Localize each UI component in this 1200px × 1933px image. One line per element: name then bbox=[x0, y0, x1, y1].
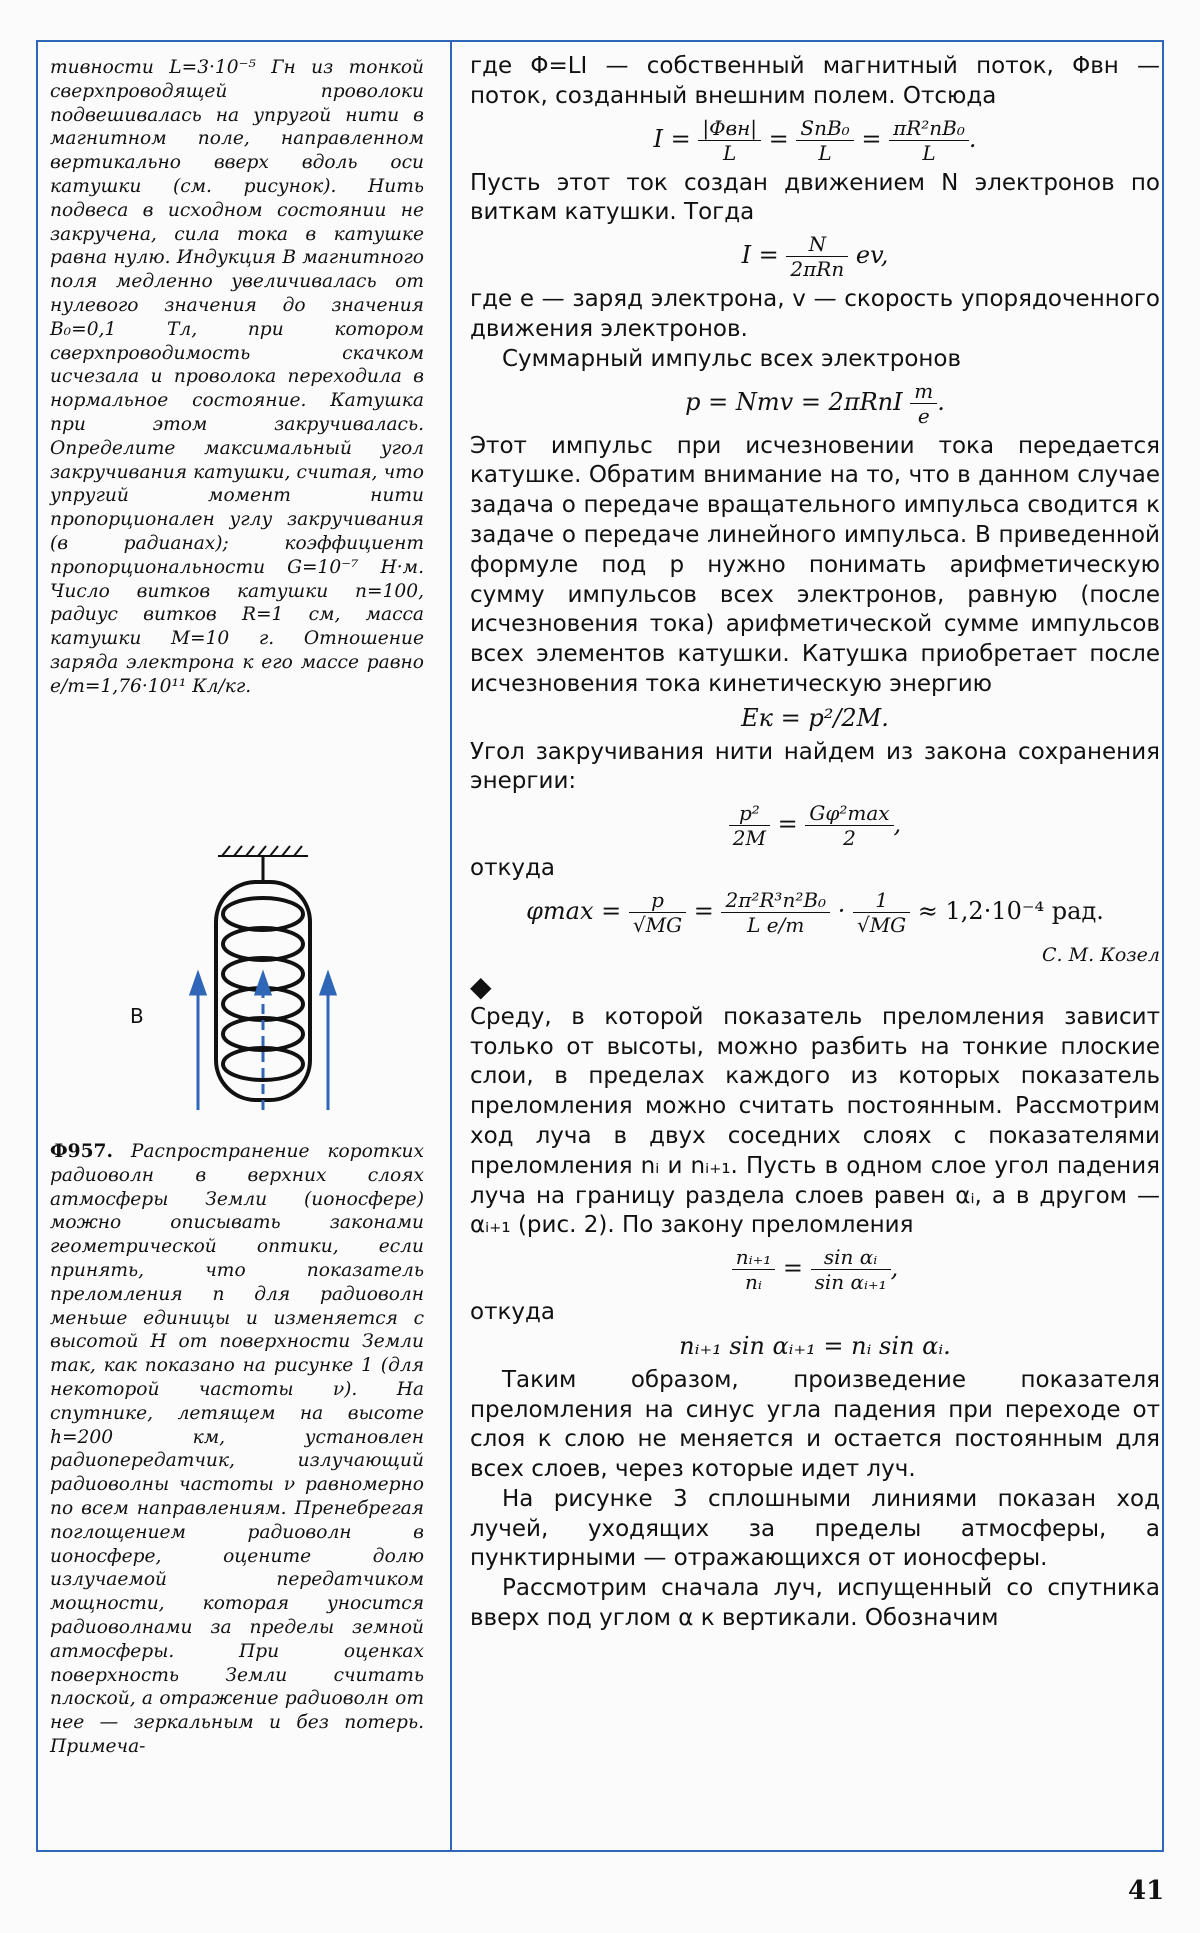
f1-den3: L bbox=[922, 140, 936, 165]
para-4: Суммарный импульс всех электронов bbox=[502, 345, 962, 372]
problem-957-text: Распространение коротких радиоволн в верхних слоях атмосферы Земли (ионосфере) можно описывать законами геометрической оптики, если принять, что показатель преломления n для радиоволн меньше единицы и изменяется с высотой H от поверхности Земли так, как показано на рисунке 1 (для некоторой частоты ν). На спутнике, летящем на высоте h=200 км, установлен радиопередатчик, излучающий радиоволны частоты ν равномерно по всем направлениям. Пренебрегая поглощением радиоволн в ионосфере, оцените долю излучаемой передатчиком мощности, которая уносится радиоволнами за пределы земной атмосферы. При оценках поверхность Земли считать плоской, а отражение радиоволн от нее — зеркальным и без потерь. Примеча- bbox=[50, 1141, 424, 1757]
f1-num1: |Φвн| bbox=[698, 116, 761, 141]
f1-lhs: I = bbox=[653, 124, 691, 153]
f5-den1: 2M bbox=[732, 826, 766, 851]
f6-num2: 2π²R³n²B₀ bbox=[721, 888, 830, 913]
problem-continued-text: тивности L=3·10⁻⁵ Гн из тонкой сверхпроводящей проволоки подвешивалась на упругой нити в магнитном поле, направленном вертикально вверх вдоль оси катушки (см. рисунок). Нить подвеса в исходном состоянии не закручена, сила тока в катушке равна нулю. Индукция B магнитного поля медленно увеличивалась от нулевого значения до значения B₀=0,1 Тл, при котором сверхпроводимость скачком исчезала и проволока переходила в нормальное состояние. Катушка при этом закручивалась. Определите максимальный угол закручивания катушки, считая, что упругий момент нити пропорционален углу закручивания (в радианах); коэффициент пропорциональности G=10⁻⁷ Н·м. Число витков катушки n=100, радиус витков R=1 см, масса катушки M=10 г. Отношение заряда электрона к его массе равно e/m=1,76·10¹¹ Кл/кг. bbox=[50, 57, 424, 697]
f5-num2: Gφ²max bbox=[805, 801, 893, 826]
f7-num2: sin αᵢ bbox=[811, 1245, 891, 1270]
formula-momentum: p = Nmv = 2πRnI $\frac{m}{e}$ . bbox=[685, 378, 945, 428]
formula-conservation: $\frac{\text{p²}}{2M}$ = $\frac{\text{Gφ²max}}{2}$ , bbox=[470, 801, 1160, 850]
f3-lhs: p = Nmv = 2πRnI bbox=[685, 387, 903, 416]
para-8: Среду, в которой показатель преломления зависит только от высоты, можно разбить на тонкие плоские слои, в пределах каждого из которых показатель преломления можно считать постоянным. Рассмотрим ход луча в двух соседних слоях с показателями преломления nᵢ и nᵢ₊₁. Пусть в одном слое угол падения луча на границу раздела слоев равен αᵢ, а в другом — αᵢ₊₁ (рис. 2). По закону преломления bbox=[470, 1003, 1160, 1239]
f1-num3: πR²nB₀ bbox=[889, 116, 969, 141]
f6-lhs: φmax = bbox=[526, 896, 622, 925]
signature: С. М. Козел bbox=[1042, 943, 1160, 966]
f6-den2: L e/m bbox=[747, 912, 805, 937]
para-11: На рисунке 3 сплошными линиями показан ход лучей, уходящих за пределы атмосферы, а пунктирными — отражающихся от ионосферы. bbox=[470, 1485, 1160, 1572]
f6-den3: √MG bbox=[856, 912, 907, 937]
formula-refraction: $\frac{\text{nᵢ₊₁}}{\text{nᵢ}}$ = $\frac{\text{sin αᵢ}}{\text{sin αᵢ₊₁}}$ , bbox=[470, 1245, 1160, 1294]
para-10: Таким образом, произведение показателя преломления на синус угла падения при переходе от слоя к слою не меняется и остается постоянным для всех слоев, через которые идет луч. bbox=[470, 1366, 1160, 1483]
para-12: Рассмотрим сначала луч, испущенный со спутника вверх под углом α к вертикали. Обозначим bbox=[470, 1575, 1160, 1632]
f3-den: e bbox=[917, 403, 930, 428]
para-2: Пусть этот ток создан движением N электронов по виткам катушки. Тогда bbox=[470, 169, 1160, 226]
para-7: откуда bbox=[470, 855, 555, 882]
page-frame bbox=[36, 40, 1164, 1852]
f7-num1: nᵢ₊₁ bbox=[732, 1245, 775, 1270]
para-3: где e — заряд электрона, v — скорость упорядоченного движения электронов. bbox=[470, 286, 1160, 342]
formula-energy: Eк = p²/2M. bbox=[741, 703, 889, 732]
solution-column bbox=[470, 52, 1160, 1634]
ceiling-hatch bbox=[218, 846, 308, 856]
f1-den1: L bbox=[723, 140, 737, 165]
f2-tail: ev, bbox=[855, 241, 889, 270]
f3-num: m bbox=[910, 379, 937, 404]
formula-current: I = $\frac{\text{|Φвн|}}{L}$ = $\frac{\text{SnB₀}}{L}$ = $\frac{\text{πR²nB₀}}{L}$ . bbox=[653, 115, 977, 165]
f1-den2: L bbox=[818, 140, 832, 165]
f7-den2: sin αᵢ₊₁ bbox=[814, 1270, 887, 1295]
f2-num: N bbox=[786, 232, 848, 257]
problem-957-label: Ф957. bbox=[50, 1141, 113, 1162]
problem-957 bbox=[50, 1140, 424, 1759]
para-9: откуда bbox=[470, 1299, 555, 1326]
formula-invariant: nᵢ₊₁ sin αᵢ₊₁ = nᵢ sin αᵢ. bbox=[679, 1331, 951, 1360]
f6-num3: 1 bbox=[853, 888, 910, 913]
f2-lhs: I = bbox=[741, 241, 779, 270]
f6-result: ≈ 1,2·10⁻⁴ рад. bbox=[917, 896, 1104, 925]
para-1: где Φ=LI — собственный магнитный поток, Φвн — поток, созданный внешним полем. Отсюда bbox=[470, 53, 1160, 109]
section-diamond: ◆ bbox=[470, 969, 492, 1003]
formula-angle: φmax = $\frac{p}{√MG}$ = $\frac{\text{2π²R³n²B₀}}{\text{L e/m}}$ · $\frac{1}{√MG}$ ≈ 1,2·10⁻⁴ рад. bbox=[526, 887, 1104, 937]
formula-electrons bbox=[470, 232, 1160, 281]
page-number: 41 bbox=[1128, 1876, 1165, 1906]
f6-num1: p bbox=[629, 888, 686, 913]
f5-num1: p² bbox=[729, 801, 770, 826]
field-arrows bbox=[191, 974, 335, 1110]
problem-continued bbox=[50, 56, 424, 699]
f5-den2: 2 bbox=[843, 826, 856, 851]
coil-figure bbox=[188, 842, 338, 1112]
field-label: B bbox=[130, 1004, 144, 1028]
f6-den1: √MG bbox=[632, 912, 683, 937]
para-6: Угол закручивания нити найдем из закона сохранения энергии: bbox=[470, 738, 1160, 795]
para-5: Этот импульс при исчезновении тока передается катушке. Обратим внимание на то, что в данном случае задача о передаче вращательного импульса сводится к задаче о передаче линейного импульса. В приведенной формуле под p нужно понимать арифметическую сумму импульсов всех электронов, равную (после исчезновения тока) арифметической сумме импульсов всех элементов катушки. Катушка приобретает после исчезновения тока кинетическую энергию bbox=[470, 432, 1160, 697]
f1-num2: SnB₀ bbox=[796, 116, 853, 141]
column-divider bbox=[450, 42, 452, 1850]
f7-den1: nᵢ bbox=[745, 1270, 762, 1295]
f2-den: 2πRn bbox=[790, 257, 845, 282]
